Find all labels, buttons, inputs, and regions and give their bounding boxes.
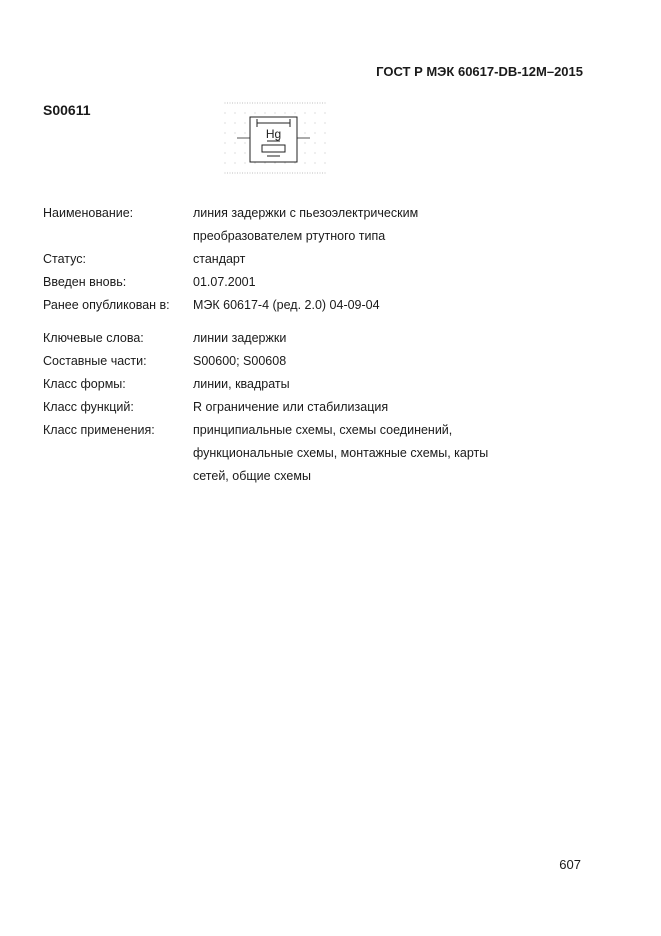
property-value-line: МЭК 60617-4 (ред. 2.0) 04-09-04 [193,298,380,312]
property-label: Статус: [43,252,86,266]
grid-dot [317,103,318,104]
grid-dot [305,153,306,154]
grid-dot [315,173,316,174]
property-value-line: стандарт [193,252,246,266]
grid-dot [245,163,246,164]
grid-dot [232,103,233,104]
grid-dot [295,173,296,174]
grid-dot [282,103,283,104]
grid-dot [270,173,271,174]
grid-dot [245,173,246,174]
grid-dot [287,103,288,104]
grid-dot [285,163,286,164]
grid-dot [247,103,248,104]
grid-dot [255,173,256,174]
property-value-line: принципиальные схемы, схемы соединений, [193,423,453,437]
property-row [43,396,488,419]
grid-dot [245,153,246,154]
grid-dot [252,103,253,104]
property-label: Ключевые слова: [43,331,144,345]
grid-dot [245,123,246,124]
property-value [193,350,286,373]
property-label: Составные части: [43,354,147,368]
property-value-line: S00600; S00608 [193,354,287,368]
grid-dot [305,103,306,104]
grid-dot [295,113,296,114]
grid-dot [245,113,246,114]
grid-dot [245,133,246,134]
grid-dot [225,173,226,174]
grid-dot [275,163,276,164]
grid-dot [305,133,306,134]
grid-dot [307,173,308,174]
grid-dot [305,173,306,174]
grid-dot [322,173,323,174]
grid-dot [315,123,316,124]
grid-dot [315,163,316,164]
grid-dot [312,103,313,104]
grid-dot [230,173,231,174]
grid-dot [232,173,233,174]
grid-dot [325,133,326,134]
grid-dot [295,163,296,164]
grid-dot [322,103,323,104]
grid-dot [235,163,236,164]
grid-dot [310,173,311,174]
grid-dot [297,173,298,174]
grid-dot [235,153,236,154]
grid-dot [275,103,276,104]
grid-dot [295,103,296,104]
grid-dot [317,173,318,174]
grid-dot [307,103,308,104]
grid-dot [225,113,226,114]
property-row [43,350,488,373]
property-value [193,373,290,396]
grid-dot [315,113,316,114]
grid-dot [320,173,321,174]
grid-dot [315,133,316,134]
property-value [193,327,286,350]
grid-dot [257,173,258,174]
grid-dot [225,123,226,124]
grid-dot [235,103,236,104]
grid-dot [302,173,303,174]
grid-dot [287,173,288,174]
grid-dot [225,153,226,154]
property-row [43,248,488,271]
property-value-line: преобразователем ртутного типа [193,229,386,243]
grid-dot [227,173,228,174]
grid-dot [265,103,266,104]
grid-dot [285,173,286,174]
grid-dot [242,103,243,104]
property-row [43,373,488,396]
property-label: Введен вновь: [43,275,127,289]
property-row [43,271,488,294]
grid-dot [325,153,326,154]
grid-dot [237,103,238,104]
grid-dot [225,103,226,104]
grid-dot [300,173,301,174]
grid-dot [282,173,283,174]
grid-dot [255,113,256,114]
property-row [43,327,488,350]
grid-dot [315,153,316,154]
grid-dot [277,103,278,104]
grid-dot [262,173,263,174]
grid-dot [235,143,236,144]
grid-dot [325,163,326,164]
grid-dot [290,103,291,104]
grid-dot [235,133,236,134]
grid-dot [240,173,241,174]
grid-dot [275,173,276,174]
page-number: 607 [559,857,581,872]
grid-dot [227,103,228,104]
grid-dot [242,173,243,174]
property-value [193,294,380,317]
grid-dot [325,103,326,104]
property-value [193,271,256,294]
grid-dot [300,103,301,104]
grid-dot [255,103,256,104]
grid-dot [265,173,266,174]
grid-dot [325,143,326,144]
property-value-line: 01.07.2001 [193,275,256,289]
grid-dot [310,103,311,104]
grid-dot [290,173,291,174]
grid-dot [305,113,306,114]
grid-dot [255,163,256,164]
grid-dot [305,143,306,144]
grid-dot [277,173,278,174]
grid-dot [245,143,246,144]
grid-dot [272,103,273,104]
grid-dot [280,173,281,174]
property-label: Ранее опубликован в: [43,298,170,312]
property-value-line: линии, квадраты [193,377,290,391]
grid-dot [250,103,251,104]
grid-dot [267,173,268,174]
grid-dot [225,143,226,144]
property-label: Класс применения: [43,423,155,437]
grid-dot [325,113,326,114]
grid-dot [237,173,238,174]
grid-dot [292,173,293,174]
grid-dot [235,113,236,114]
grid-dot [285,103,286,104]
property-value [193,419,488,488]
symbol-code: S00611 [43,102,91,118]
grid-dot [285,113,286,114]
grid-dot [272,173,273,174]
property-row [43,419,488,488]
property-value-line: R ограничение или стабилизация [193,400,389,414]
grid-dot [315,103,316,104]
grid-dot [252,173,253,174]
property-row [43,294,488,317]
grid-dot [225,163,226,164]
property-label: Класс формы: [43,377,126,391]
delay-line-mercury-symbol [222,100,328,178]
grid-dot [257,103,258,104]
grid-dot [260,103,261,104]
grid-dot [240,103,241,104]
grid-dot [320,103,321,104]
property-value-line: функциональные схемы, монтажные схемы, карты [193,446,489,460]
grid-dot [270,103,271,104]
grid-dot [297,103,298,104]
grid-dot [260,173,261,174]
symbol-label: Hg [265,127,282,141]
grid-dot [305,123,306,124]
grid-dot [250,173,251,174]
grid-dot [305,163,306,164]
grid-dot [275,113,276,114]
grid-dot [302,103,303,104]
property-value-line: линии задержки [193,331,287,345]
grid-dot [247,173,248,174]
symbol-properties [43,202,488,488]
grid-dot [265,163,266,164]
grid-dot [292,103,293,104]
grid-dot [225,133,226,134]
property-row [43,202,488,248]
document-header: ГОСТ Р МЭК 60617-DB-12M–2015 [376,64,583,79]
property-label: Наименование: [43,206,134,220]
grid-dot [312,173,313,174]
grid-dot [315,143,316,144]
grid-dot [280,103,281,104]
property-value [193,396,388,419]
grid-dot [262,103,263,104]
grid-dot [245,103,246,104]
grid-dot [325,173,326,174]
grid-dot [230,103,231,104]
property-value [193,202,418,248]
grid-dot [267,103,268,104]
property-label: Класс функций: [43,400,134,414]
grid-dot [325,123,326,124]
grid-dot [235,173,236,174]
grid-dot [265,113,266,114]
property-value-line: линия задержки с пьезоэлектрическим [193,206,419,220]
property-value-line: сетей, общие схемы [193,469,311,483]
grid-dot [235,123,236,124]
property-value [193,248,245,271]
